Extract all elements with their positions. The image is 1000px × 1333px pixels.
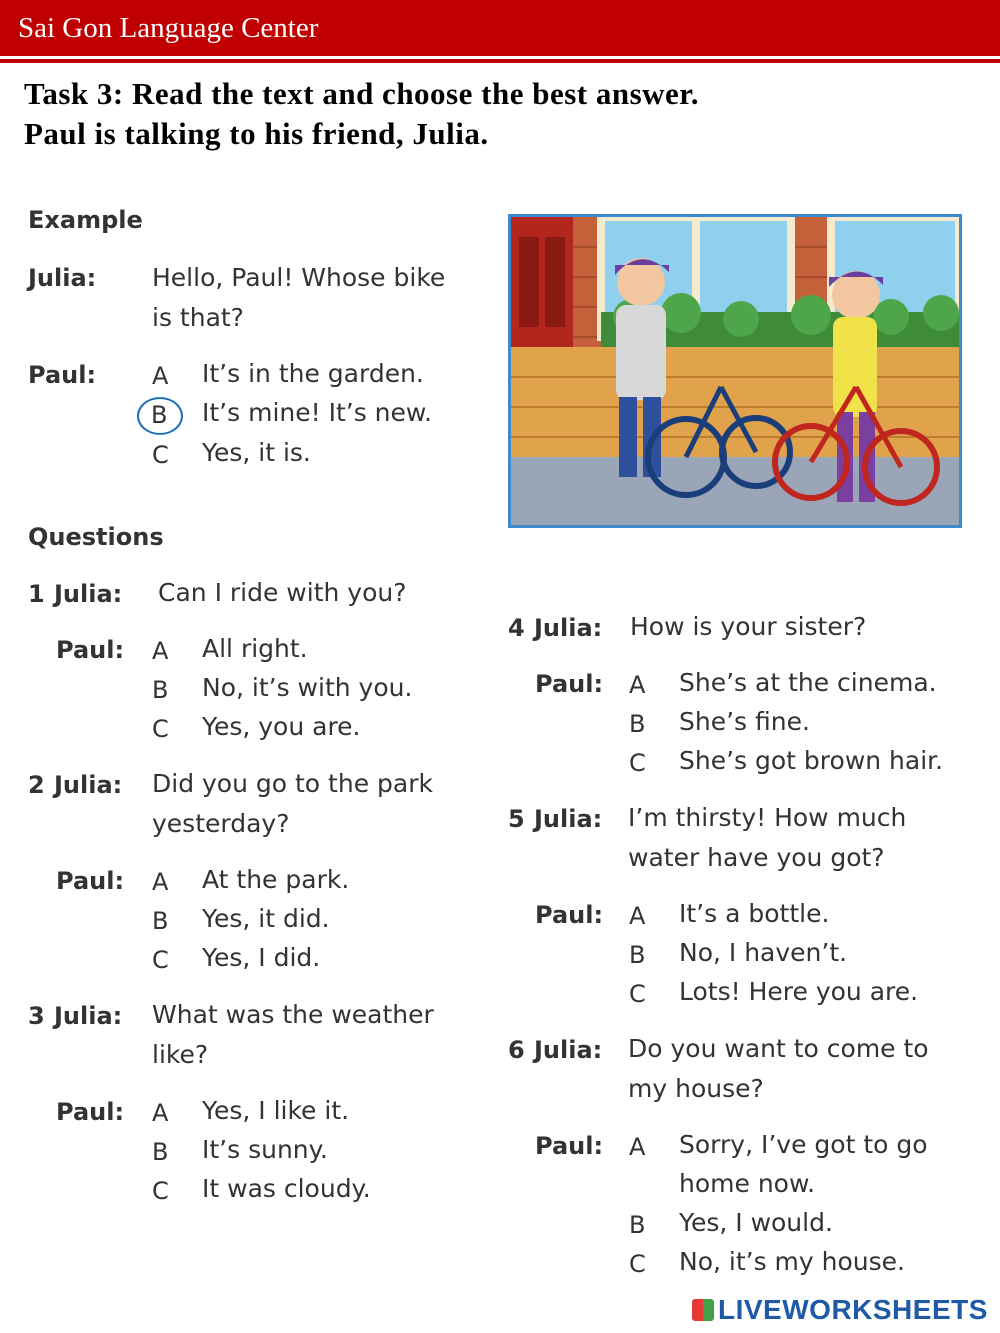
option-text[interactable]: She’s got brown hair. <box>679 746 944 775</box>
paul-label: Paul: <box>56 1098 125 1126</box>
option-text[interactable]: Yes, I would. <box>679 1208 833 1237</box>
liveworksheets-logo[interactable] <box>692 1294 988 1326</box>
example-question-line-1: Hello, Paul! Whose bike <box>152 263 446 292</box>
questions-heading: Questions <box>28 523 164 551</box>
julia-label: Julia: <box>534 805 603 833</box>
example-option-letter: C <box>152 441 169 469</box>
option-text[interactable]: Yes, you are. <box>202 712 361 741</box>
question-text-line-2: water have you got? <box>628 843 885 872</box>
option-letter[interactable]: A <box>152 637 169 665</box>
task-line-1: Task 3: Read the text and choose the best answer. <box>24 76 699 111</box>
question-number: 4 <box>508 614 525 642</box>
option-text[interactable]: It’s sunny. <box>202 1135 328 1164</box>
question-text: Did you go to the park <box>152 769 433 798</box>
option-text[interactable]: Sorry, I’ve got to go <box>679 1130 928 1159</box>
paul-label: Paul: <box>535 1132 604 1160</box>
example-question-line-2: is that? <box>152 303 244 332</box>
option-text[interactable]: At the park. <box>202 865 350 894</box>
question-number: 5 <box>508 805 525 833</box>
example-option-text: It’s in the garden. <box>202 359 424 388</box>
option-letter[interactable]: C <box>629 1250 646 1278</box>
option-letter[interactable]: A <box>152 868 169 896</box>
question-text: Can I ride with you? <box>158 578 407 607</box>
paul-label: Paul: <box>535 901 604 929</box>
task-line-2: Paul is talking to his friend, Julia. <box>24 116 489 151</box>
option-letter[interactable]: C <box>152 1177 169 1205</box>
task-instructions <box>24 74 699 154</box>
julia-label: Julia: <box>534 1036 603 1064</box>
option-text[interactable]: No, it’s my house. <box>679 1247 905 1276</box>
option-text[interactable]: No, I haven’t. <box>679 938 848 967</box>
option-text[interactable]: Lots! Here you are. <box>679 977 919 1006</box>
option-text[interactable]: No, it’s with you. <box>202 673 413 702</box>
illustration-kids-bikes-icon <box>508 214 962 528</box>
option-letter[interactable]: A <box>629 671 646 699</box>
option-letter[interactable]: B <box>152 1138 169 1166</box>
question-text: What was the weather <box>152 1000 434 1029</box>
question-number: 6 <box>508 1036 525 1064</box>
option-letter[interactable]: B <box>152 907 169 935</box>
option-text[interactable]: All right. <box>202 634 308 663</box>
example-julia-label: Julia: <box>28 264 97 292</box>
option-text-continued[interactable]: home now. <box>679 1169 816 1198</box>
option-text[interactable]: It was cloudy. <box>202 1174 371 1203</box>
option-text[interactable]: Yes, I like it. <box>202 1096 350 1125</box>
julia-label: Julia: <box>534 614 603 642</box>
option-text[interactable]: Yes, I did. <box>202 943 321 972</box>
question-text-line-2: my house? <box>628 1074 764 1103</box>
option-letter[interactable]: B <box>629 941 646 969</box>
option-letter[interactable]: B <box>629 710 646 738</box>
liveworksheets-logo-text: LIVEWORKSHEETS <box>718 1294 988 1325</box>
header-divider <box>0 59 1000 63</box>
example-option-text: It’s mine! It’s new. <box>202 398 433 427</box>
example-paul-label: Paul: <box>28 361 97 389</box>
question-number: 3 <box>28 1002 45 1030</box>
paul-label: Paul: <box>56 636 125 664</box>
option-letter[interactable]: C <box>152 946 169 974</box>
question-number: 2 <box>28 771 45 799</box>
option-letter[interactable]: C <box>629 749 646 777</box>
option-letter[interactable]: C <box>152 715 169 743</box>
option-text[interactable]: She’s fine. <box>679 707 810 736</box>
question-text: Do you want to come to <box>628 1034 929 1063</box>
julia-label: Julia: <box>54 771 123 799</box>
question-text-line-2: yesterday? <box>152 809 290 838</box>
option-letter[interactable]: B <box>152 676 169 704</box>
option-letter[interactable]: A <box>629 902 646 930</box>
option-text[interactable]: She’s at the cinema. <box>679 668 937 697</box>
julia-label: Julia: <box>54 1002 123 1030</box>
header-bar <box>0 0 1000 56</box>
paul-label: Paul: <box>535 670 604 698</box>
option-letter[interactable]: B <box>629 1211 646 1239</box>
question-text: I’m thirsty! How much <box>628 803 907 832</box>
julia-label: Julia: <box>54 580 123 608</box>
illustration-svg <box>511 217 959 525</box>
option-text[interactable]: It’s a bottle. <box>679 899 830 928</box>
option-letter[interactable]: A <box>152 1099 169 1127</box>
paul-label: Paul: <box>56 867 125 895</box>
example-option-letter: A <box>152 362 169 390</box>
question-text-line-2: like? <box>152 1040 209 1069</box>
question-text: How is your sister? <box>630 612 867 641</box>
example-heading: Example <box>28 206 143 234</box>
example-option-letter: B <box>151 401 168 429</box>
option-text[interactable]: Yes, it did. <box>202 904 330 933</box>
header-title: Sai Gon Language Center <box>18 12 319 44</box>
example-option-text: Yes, it is. <box>202 438 311 467</box>
question-number: 1 <box>28 580 45 608</box>
option-letter[interactable]: A <box>629 1133 646 1161</box>
option-letter[interactable]: C <box>629 980 646 1008</box>
liveworksheets-logo-icon <box>692 1299 714 1321</box>
